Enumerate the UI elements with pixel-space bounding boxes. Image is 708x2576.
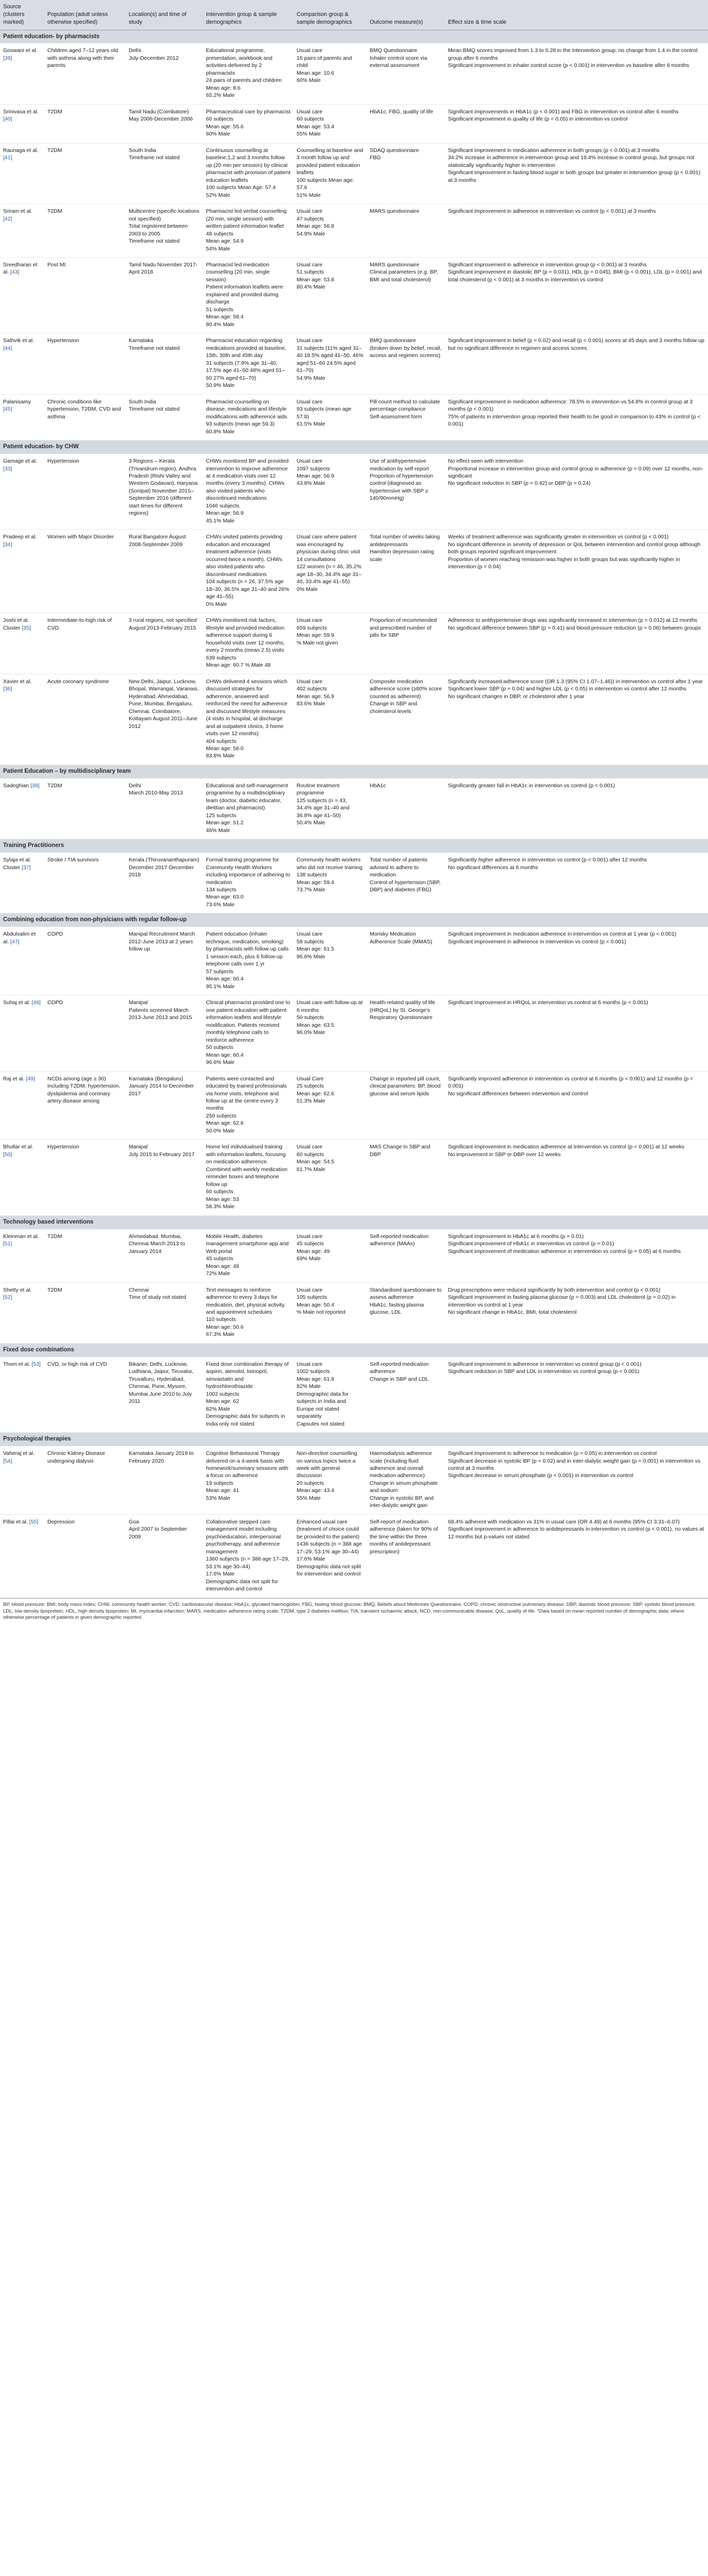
cell-location: Delhi July-December 2012 [126,43,203,104]
table-row [0,530,708,613]
cell-comparison: Non-directive counselling on various topics twice a week with general discussion 20 subjects Mean age: 43.4 55% Male [293,1446,367,1514]
table-row [0,778,708,839]
reference-link[interactable]: [53] [31,1361,41,1367]
header-source: Source (clusters marked) [0,0,44,30]
cell-location: Manipal Patients screened March 2013-June 2013 and 2015 [126,995,203,1071]
cell-intervention: Pharmaceutical care by pharmacist 60 subjects Mean age: 55.6 60% Male [203,104,293,143]
source-name: Goswani et al. [3,47,38,54]
cell-population: Children aged 7–12 years old with asthma along with their parents [44,43,126,104]
cell-effect: Weeks of treatment adherence was significantly greater in intervention vs control (p < 0.001) No significant difference in severity of depression or QoL between intervention and control group although both groups reported significant improvement Proportion of women reaching remission was higher in both groups but was significantly higher in intervention (p = 0.04) [445,530,708,613]
cell-population: Hypertension [44,333,126,394]
cell-source [0,853,44,913]
source-name: Gamage et al. [3,458,37,465]
cell-effect: Significant improvement in adherence in intervention group (p < 0.001) at 3 months Significant improvement in diastolic BP (p = 0.031), HDL (p = 0.045), BMI (p < 0.001), LDL (p = 0.001) and total cholesterol (p < 0.001) at 3 months in intervention vs control [445,258,708,333]
reference-link[interactable]: [37] [22,864,31,871]
cell-outcome: Morisky Medication Adherence Scale (MMAS) [367,927,445,995]
source-name: Sreedharan et al. [3,262,38,276]
cell-source [0,995,44,1071]
cell-source [0,454,44,530]
cell-source [0,927,44,995]
table-row [0,927,708,995]
section-title: Patient education- by pharmacists [0,30,708,43]
reference-link[interactable]: [39] [3,55,12,61]
cell-location: Bikaner, Delhi, Lucknow, Ludhiana, Jaipur, Tiruvalur, Tiruvalluru, Hyderabad, Chennai, Pune, Mysore, Mumbai June 2010 to July 2011 [126,1357,203,1433]
table-row [0,104,708,143]
cell-location: Karnataka Timeframe not stated [126,333,203,394]
cell-effect: Significant improvement in belief (p = 0.02) and recall (p < 0.001) scores at 45 days and 3 months follow up but no significant difference in regimen and access scores. [445,333,708,394]
section-header-row [0,913,708,927]
cell-location: Delhi March 2010-May 2013 [126,778,203,839]
table-row [0,674,708,765]
source-name: Raj et al. [3,1075,26,1082]
section-header-row [0,30,708,43]
cell-outcome: Standardised questionnaire to assess adherence HbA1c, fasting plasma glucose, LDL [367,1282,445,1343]
reference-link[interactable]: [40] [3,116,12,123]
cell-source [0,778,44,839]
source-name: Shetty et al. [3,1286,32,1293]
reference-link[interactable]: [54] [3,1458,12,1464]
cell-source [0,143,44,204]
cell-population: T2DM [44,1282,126,1343]
cell-comparison: Usual care 93 subjects (mean age 57.8) 61.5% Male [293,394,367,440]
cell-population: Depression [44,1514,126,1598]
source-name: Sylaja et al. Cluster [3,857,31,871]
cell-intervention: Pharmacist led medication counselling (20 min, single session) Patient information leaflets were explained and provided during discharge 51 subjects Mean age: 58.4 80.4% Male [203,258,293,333]
cell-effect: Significantly improved adherence in intervention vs control at 6 months (p < 0.001) and 12 months (p < 0.001) No significant differences between intervention and control [445,1071,708,1140]
cell-intervention: Educational programme, presentation, workbook and activities delivered by 2 pharmacists 24 pairs of parents and children Mean age: 8.6 65.2% Male [203,43,293,104]
cell-outcome: SDAQ questionnaire FBG [367,143,445,204]
reference-link[interactable]: [51] [3,1241,12,1247]
reference-link[interactable]: [42] [3,215,12,222]
reference-link[interactable]: [34] [3,541,12,548]
source-name: Vaheraj et al. [3,1450,35,1457]
cell-effect: Significantly greater fall in HbA1c in intervention vs control (p < 0.001) [445,778,708,839]
cell-location: 3 rural regions, not specified August 2013-February 2015 [126,613,203,674]
table-row [0,613,708,674]
source-name: Raunaga et al. [3,147,39,154]
source-name: Sathvik et al. [3,337,34,344]
cell-population: T2DM [44,778,126,839]
table-row [0,995,708,1071]
cell-intervention: Patient education (inhaler technique, medication, smoking) by pharmacists with follow up calls 1 session each, plus 6 follow-up telephone calls over 1 yr 57 subjects Mean age: 60.4 95.1% Male [203,927,293,995]
section-header-row [0,765,708,778]
cell-outcome: Self-reported medication adherence Change in SBP and LDL [367,1357,445,1433]
cell-location: Karnataka (Bengaluru) January 2014 to December 2017 [126,1071,203,1140]
source-name: Kleinman et al. [3,1233,39,1240]
cell-outcome: Change in reported pill count, clinical parameters: BP, blood glucose and serum lipids [367,1071,445,1140]
cell-source [0,674,44,765]
reference-link[interactable]: [41] [3,155,12,161]
cell-comparison: Enhanced usual care (treatment of choice could be provided to the patient) 1436 subjects (n = 388 age 17–29, 53.1% age 30–44) 17.6% Male Demographic data not split for intervention and control [293,1514,367,1598]
table-row [0,394,708,440]
table-row [0,204,708,258]
cell-effect: Significantly increased adherence score (OR 1.3 (95% CI 1.07–1.46)) in intervention vs control after 1 year Significant lower SBP (p = 0.04) and higher LDL (p < 0.05) in intervention vs control after 12 months No significant changes in DBP, or cholesterol after 1 year [445,674,708,765]
cell-source [0,613,44,674]
cell-population: Hypertension [44,454,126,530]
cell-intervention: Patients were contacted and educated by trained professionals via home visits, telephone and follow up at the centre every 3 months 250 subjects Mean age: 62.6 50.0% Male [203,1071,293,1140]
cell-comparison: Routine treatment programme 125 subjects (n = 43, 34.4% age 31–40 and 36.8% age 41–50) 50.4% Male [293,778,367,839]
cell-intervention: Fixed dose combination therapy of aspirin, atenolol, lisinopril, simvastatin and hydrochlorothiazide 1002 subjects Mean age: 62 82% Male Demographic data for subjects in India only not stated [203,1357,293,1433]
cell-source [0,1140,44,1215]
section-header-row [0,1433,708,1446]
reference-link[interactable]: [49] [26,1075,35,1082]
cell-source [0,204,44,258]
cell-effect: Significant improvement in medication adherence: 78.5% in intervention vs 54.8% in control group at 3 months (p < 0.001) 75% of patients in intervention group reported their health to be good in comparison to 43% in control (p < 0.001) [445,394,708,440]
cell-effect: Significant improvements in HbA1c (p < 0.001) and FBG in intervention vs control after 6 months Significant improvement in quality of life (p < 0.05) in intervention vs control [445,104,708,143]
cell-location: Manipal Recruitment March 2012-June 2013 at 2 years follow up [126,927,203,995]
cell-effect: Significant improvement in adherence to medication (p = 0.05) in intervention vs control Significant decrease in systolic BP (p = 0.02) and in inter-dialytic weight gain (p = 0.001) in intervention vs control at 3 months Significant decrease in serum phosphate (p < 0.001) in intervention vs control [445,1446,708,1514]
table-row [0,1357,708,1433]
reference-link[interactable]: [45] [3,406,12,413]
table-row [0,1514,708,1598]
header-effect: Effect size & time scale [445,0,708,30]
cell-effect: 68.4% adherent with medication vs 31% in usual care (OR 4.49) at 6 months (95% CI 3.31–6.07) Significant improvement in adherence to antidepressants in intervention vs control (p < 0.001), no values at 12 months but p-values not stated [445,1514,708,1598]
table-row [0,143,708,204]
cell-outcome: Composite medication adherence score (≥80% score counted as adherent) Change in SBP and cholesterol levels [367,674,445,765]
cell-effect: Significant improvement in HbA1c at 6 months (p = 0.01) Significant improvement of HbA1c in intervention vs control (p = 0.01) Significant improvement of medication adherence in intervention vs control (p = 0.05) at 6 months [445,1229,708,1282]
section-title: Technology based interventions [0,1215,708,1229]
cell-population: Stroke / TIA survivors [44,853,126,913]
cell-population: Acute coronary syndrome [44,674,126,765]
cell-outcome: Self-report of medication adherence (taken for 90% of the time within the three months of antidepressant prescription) [367,1514,445,1598]
section-header-row [0,839,708,853]
cell-population: Intermediate-to-high risk of CVD [44,613,126,674]
cell-effect: Significant improvement in HRQoL in intervention vs control at 6 months (p < 0.001) [445,995,708,1071]
reference-link[interactable]: [39] [30,782,40,789]
cell-intervention: Pharmacist counselling on disease, medications and lifestyle modifications with adherence aids 93 subjects (mean age 59.3) 60.8% Male [203,394,293,440]
cell-outcome: Self-reported medication adherence (MAAs) [367,1229,445,1282]
source-name: Sriram et al. [3,208,32,215]
cell-population: T2DM [44,104,126,143]
cell-outcome: HbA1c [367,778,445,839]
reference-link[interactable]: [50] [3,1151,12,1158]
cell-source [0,258,44,333]
cell-population: Chronic Kidney Disease undergoing dialysis [44,1446,126,1514]
cell-population: T2DM [44,204,126,258]
cell-population: Post MI [44,258,126,333]
reference-link[interactable]: [48] [31,999,41,1006]
cell-location: South India Timeframe not stated [126,394,203,440]
cell-intervention: CHWs visited patients providing education and encouraged treatment adherence (visits occurred twice a month). CHWs also visited patients who discontinued medications 104 subjects (n = 26, 37.5% age 18–30, 36.5% age 31–40 and 26% age 41–55) 0% Male [203,530,293,613]
cell-comparison: Usual care where patient was encouraged by physician during clinic visit 14 consultations 122 women (n = 46, 35.2% age 18–30, 34.4% age 31–40, 33.4% age 41–55) 0% Male [293,530,367,613]
table-footnote: BP, blood pressure; BMI, body mass index; CHW, community health worker; CVD, cardiovascular disease; HbA1c, glycated haemoglobin; FBG, fasting blood glucose; BMQ, Beliefs about Medicines Questionnaire; COPD, chronic obstructive pulmonary disease; DBP, diastolic blood pressure; SBP, systolic blood pressure; LDL, low density lipoprotein; HDL, high density lipoprotein; MI, myocardial infarction; MARS, medication adherence rating scale; T2DM, type 2 diabetes mellitus; TIA, transient ischaemic attack; NCD, non-communicable disease; QoL, quality of life. *Data based on mean reported number of demographic data; where otherwise percentage of patients in given demographic reported. [0,1598,708,1625]
cell-outcome: Proportion of recommended and prescribed number of pills for SBP [367,613,445,674]
reference-link[interactable]: [36] [3,686,12,692]
cell-source [0,1446,44,1514]
cell-source [0,1282,44,1343]
cell-effect: Significant improvement in medication adherence in both groups (p < 0.001) at 3 months 34.2% increase in adherence in intervention group and 19.4% increase in control group, but groups not statistically significantly higher in intervention Significant improvement in fasting blood sugar in both groups but greater in intervention group (p < 0.001) at 3 months [445,143,708,204]
cell-effect: Significant improvement in adherence in intervention vs control (p < 0.001) at 3 months [445,204,708,258]
cell-population: COPD [44,995,126,1071]
cell-intervention: Mobile Health, diabetes management smartphone app and Web portal 45 subjects Mean age: 48 72% Male [203,1229,293,1282]
reference-link[interactable]: [55] [29,1518,39,1525]
table-row [0,1446,708,1514]
cell-outcome: MAS Change in SBP and DBP [367,1140,445,1215]
source-name: Xavier et al. [3,678,32,685]
cell-outcome: Health-related quality of life (HRQoL) by St. George's Respiratory Questionnaire [367,995,445,1071]
cell-location: Goa April 2007 to September 2009 [126,1514,203,1598]
cell-location: Chennai Time of study not stated [126,1282,203,1343]
cell-comparison: Usual care with follow-up at 6 months 50 subjects Mean age: 63.5 96.0% Male [293,995,367,1071]
cell-comparison: Usual care 402 subjects Mean age: 56.9 83.6% Male [293,674,367,765]
cell-outcome: Haemodialysis adherence scale (including fluid adherence and overall medication adherence) Change in serum phosphate and sodium Change in systolic BP, and inter-dialytic weight gain [367,1446,445,1514]
cell-comparison: Usual care 60 subjects Mean age: 54.5 61.7% Male [293,1140,367,1215]
reference-link[interactable]: [43] [10,269,20,276]
section-header-row [0,440,708,454]
cell-location: Manipal July 2015 to February 2017 [126,1140,203,1215]
cell-source [0,1071,44,1140]
table-header [0,0,708,30]
source-name: Joshi et al. Cluster [3,617,29,631]
cell-effect: Significant improvement in adherence in intervention vs control group (p < 0.001) Significant reduction in SBP and LDL in intervention vs control group (p < 0.001) [445,1357,708,1433]
table-row [0,853,708,913]
table-row [0,1282,708,1343]
section-header-row [0,1343,708,1357]
table-body [0,30,708,1598]
cell-effect: Mean BMQ scores improved from 1.3 to 0.28 in the intervention group; no change from 1.4 in the control group after 6 months Significant improvement in inhaler control score (p < 0.001) in intervention vs baseline after 6 months [445,43,708,104]
source-name: Palanisamy [3,398,31,405]
cell-population: Hypertension [44,1140,126,1215]
header-location: Location(s) and time of study [126,0,203,30]
cell-population: T2DM [44,1229,126,1282]
section-title: Patient education- by CHW [0,440,708,454]
cell-intervention: CHWs delivered 4 sessions which discussed strategies for adherence, answered and reinforced the need for adherence and discussed lifestyle measures (4 visits in hospital, at discharge and at outpatient clinics, 3 home visits over 12 months) 404 subjects Mean age: 56.0 83.8% Male [203,674,293,765]
reference-link[interactable]: [44] [3,345,12,351]
cell-comparison: Usual care 1002 subjects Mean age: 61.9 82% Male Demographic data for subjects in India and Europe not stated separately Capsules not stated [293,1357,367,1433]
reference-link[interactable]: [52] [3,1294,12,1301]
cell-source [0,104,44,143]
cell-comparison: Usual care 1097 subjects Mean age: 56.9 43.8% Male [293,454,367,530]
cell-population: COPD [44,927,126,995]
section-title: Fixed dose combinations [0,1343,708,1357]
cell-comparison: Usual care 47 subjects Mean age: 56.8 54.9% Male [293,204,367,258]
table-row [0,43,708,104]
cell-outcome: MARS questionnaire [367,204,445,258]
cell-population: CVD, or high risk of CVD [44,1357,126,1433]
source-name: Suhaj et al. [3,999,32,1006]
cell-source [0,394,44,440]
table-row [0,1140,708,1215]
section-title: Training Practitioners [0,839,708,853]
cell-intervention: Educational and self-management programme by a multidisciplinary team (doctor, diabetic educator, dietitian and pharmacist) 125 subjects Mean age: 51.2 46% Male [203,778,293,839]
cell-effect: Significant improvement in medication adherence at intervention vs control (p < 0.001) at 12 weeks No improvement in SBP or DBP over 12 weeks [445,1140,708,1215]
cell-intervention: Home led individualised training with information leaflets, focusing on medication adherence. Combined with weekly medication reminder boxes and telephone follow up 60 subjects Mean age: 53 58.3% Male [203,1140,293,1215]
source-name: Pillai et al. [3,1518,29,1525]
cell-comparison: Usual care 659 subjects Mean age: 59.9 % Male not given [293,613,367,674]
cell-effect: No effect seen with intervention Proportional increase in intervention group and control group in adherence (p = 0.09) over 12 months, non-significant No significant reduction in SBP (p = 0.42) or DBP (p = 0.24) [445,454,708,530]
table-row [0,1071,708,1140]
cell-intervention: CHWs monitored risk factors, lifestyle and provided medication adherence support during 6 household visits over 12 months, every 2 months (mean 2.5) visits 639 subjects Mean age: 60.7 % Male 48 [203,613,293,674]
cell-outcome: BMQ questionnaire (broken down by belief, recall, access and regimen screens) [367,333,445,394]
cell-location: Kerala (Thiruvananthapuram) December 2017-December 2018 [126,853,203,913]
cell-intervention: Text messages to reinforce adherence to every 3 days for medication, diet, physical activity, and appointment schedules 110 subjects Mean age: 50.6 67.3% Male [203,1282,293,1343]
cell-location: Karnataka January 2019 to February 2020 [126,1446,203,1514]
cell-comparison: Usual Care 25 subjects Mean age: 62.6 51.3% Male [293,1071,367,1140]
cell-location: Tamil Nadu (Coimbatore) May 2006-December 2006 [126,104,203,143]
cell-comparison: Counselling at baseline and 3 month follow up and provided patient education leaflets 100 subjects Mean age: 57.6 51% Male [293,143,367,204]
cell-comparison: Usual care 45 subjects Mean age: 49 69% Male [293,1229,367,1282]
header-comparison: Comparison group & sample demographics [293,0,367,30]
cell-intervention: CHWs monitored BP and provided intervention to improve adherence at 4 medication visits over 12 months (every 3 months). CHWs also visited patients who discontinued medications 1046 subjects Mean age: 56.9 45.1% Male [203,454,293,530]
cell-effect: Significantly higher adherence in intervention vs control (p < 0.001) after 12 months No significant differences at 6 months [445,853,708,913]
cell-outcome: BMQ Questionnaire Inhaler control score via external assessment [367,43,445,104]
cell-population: NCDs among (age ≥ 30) including T2DM, hypertension, dyslipidemia and coronary artery disease among [44,1071,126,1140]
cell-intervention: Clinical pharmacist provided one to one patient education with patient information leaflets and lifestyle modification. Patients received monthly telephone calls to reinforce adherence 50 subjects Mean age: 60.4 96.6% Male [203,995,293,1071]
cell-comparison: Usual care 51 subjects Mean age: 53.8 80.4% Male [293,258,367,333]
source-name: Sadeghian [3,782,31,789]
header-outcome: Outcome measure(s) [367,0,445,30]
cell-population: Chronic conditions like hypertension, T2DM, CVD and asthma [44,394,126,440]
cell-comparison: Usual care 16 pairs of parents and child Mean age: 10.6 60% Male [293,43,367,104]
cell-outcome: MARS questionnaire Clinical parameters (e.g. BP, BMI and total cholesterol) [367,258,445,333]
cell-source [0,1357,44,1433]
cell-location: Multicentre (specific locations not specified) Total registered between 2003 to 2005 Timeframe not stated [126,204,203,258]
cell-comparison: Usual care 60 subjects Mean age: 53.4 55% Male [293,104,367,143]
table-row [0,258,708,333]
cell-effect: Drug prescriptions were reduced significantly by both intervention and control (p < 0.001) Significant improvement in fasting plasma glucose (p = 0.003) and LDL cholesterol (p = 0.02) in intervention vs control at 1 year No significant change in HbA1c, BMI, total cholesterol [445,1282,708,1343]
cell-source [0,43,44,104]
cell-intervention: Pharmacist education regarding medications provided at baseline, 15th, 30th and 45th day 31 subjects (7.9% age 31–40, 17.5% age 41–50 48% aged 51–60 27% aged 61–70) 50.9% Male [203,333,293,394]
cell-population: T2DM [44,143,126,204]
cell-location: South India Timeframe not stated [126,143,203,204]
source-name: Bhullar et al. [3,1144,33,1150]
cell-comparison: Usual care 105 subjects Mean age: 50.4 % Male not reported [293,1282,367,1343]
cell-comparison: Usual care 31 subjects (11% aged 31–40 18.5% aged 41–50, 46% aged 51–60 24.5% aged 61–70) 54.9% Male [293,333,367,394]
section-header-row [0,1215,708,1229]
cell-location: Ahmedabad, Mumbai, Chennai March 2013 to January 2014 [126,1229,203,1282]
cell-intervention: Continuous counselling at baseline,1,2 and 3 months follow up (20 min per session) by clinical pharmacist with provision of patient education leaflets 100 subjects Mean Age: 57.4 52% Male [203,143,293,204]
cell-outcome: Use of antihypertensive medication by self-report Proportion of hypertension control (diagnosed as hypertensive with SBP ≥ 140/90mmHg) [367,454,445,530]
cell-intervention: Cognitive Behavioural Therapy delivered on a 4-week basis with homework/summary sessions with a focus on adherence 19 subjects Mean age: 41 53% Male [203,1446,293,1514]
cell-location: 3 Regions – Kerala (Trivandrum region), Andhra Pradesh (Rishi Valley and Western Godavari), Haryana (Sonipat) November 2015–September 2016 (different start times for different regions) [126,454,203,530]
cell-location: Tamil Nadu November 2017-April 2018 [126,258,203,333]
reference-link[interactable]: [47] [10,938,20,945]
cell-location: New Delhi, Jaipur, Lucknow, Bhopal, Warrangal, Varanasi, Hyderabad, Ahmedabad, Pune, Mumbai, Bengaluru, Chennai, Coimbatore, Kottayam August 2011–June 2012 [126,674,203,765]
source-name: Pradeep et al. [3,534,37,540]
table-row [0,1229,708,1282]
cell-outcome: HbA1c, FBG, quality of life [367,104,445,143]
cell-source [0,530,44,613]
cell-population: Women with Major Disorder [44,530,126,613]
cell-source [0,1229,44,1282]
cell-source [0,333,44,394]
cell-intervention: Formal training programme for Community Health Workers including importance of adhering to medication 134 subjects Mean age: 63.0 73.6% Male [203,853,293,913]
table-row [0,333,708,394]
cell-outcome: Pill count method to calculate percentage compliance Self-assessment form [367,394,445,440]
cell-effect: Significant improvement in medication adherence in intervention vs control at 1 year (p < 0.001) Significant improvement in adherence in intervention vs control (p < 0.001) [445,927,708,995]
cell-outcome: Total number of weeks taking antidepressants Hamilton depression rating scale [367,530,445,613]
section-title: Patient Education – by multidisciplinary team [0,765,708,778]
header-population: Population (adult unless otherwise specified) [44,0,126,30]
cell-intervention: Pharmacist led verbal counselling (20 min, single session) with written patient information leaflet 48 subjects Mean age: 54.9 54% Male [203,204,293,258]
section-title: Psychological therapies [0,1433,708,1446]
cell-source [0,1514,44,1598]
source-name: Srinivasa et al. [3,108,39,115]
cell-effect: Adherence to antihypertensive drugs was significantly increased in intervention (p = 0.012) at 12 months No significant difference between SBP (p = 0.41) and blood pressure reduction (p = 0.06) between groups [445,613,708,674]
reference-link[interactable]: [35] [22,624,31,631]
section-title: Combining education from non-physicians with regular follow-up [0,913,708,927]
cell-location: Rural Bangalore August 2008-September 2009 [126,530,203,613]
header-intervention: Intervention group & sample demographics [203,0,293,30]
cell-comparison: Usual care 58 subjects Mean age: 61.5 96.6% Male [293,927,367,995]
source-name: Thom et al. [3,1361,32,1367]
table-row [0,454,708,530]
source-name: Abdulsalim et al. [3,931,36,945]
cell-intervention: Collaborative stepped care management model including psychoeducation, interpersonal psychotherapy, and adherence management 1360 subjects (n = 388 age 17–29, 53.1% age 30–44) 17.6% Male Demographic data not split for intervention and control [203,1514,293,1598]
cell-comparison: Community health workers who did not receive training 138 subjects Mean age: 59.4 73.7% Male [293,853,367,913]
reference-link[interactable]: [33] [3,465,12,472]
cell-outcome: Total number of patients advised to adhere to medication Control of hypertension (SBP, DBP) and diabetes (FBG) [367,853,445,913]
